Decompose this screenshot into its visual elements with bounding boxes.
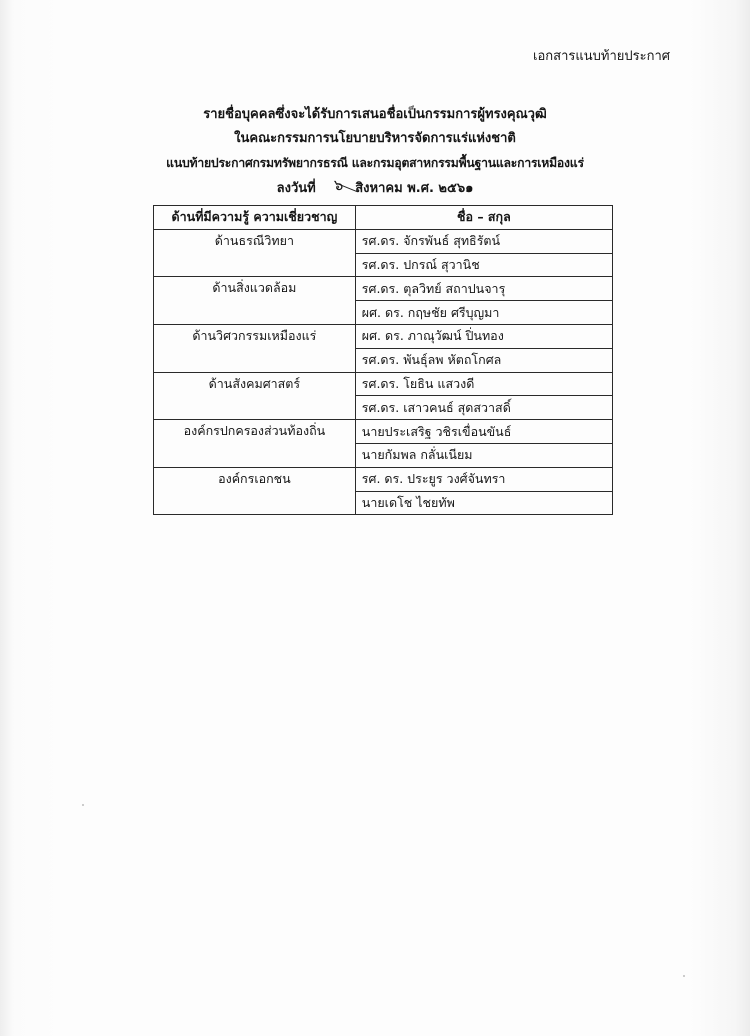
signed-date-line [0,175,750,199]
paper-speck [82,804,84,806]
signed-day-handwritten: ๖ [333,176,344,194]
document-heading [0,103,750,199]
title-line-3: แนบท้ายประกาศกรมทรัพยากรธรณี และกรมอุตสาหกรรมพื้นฐานและการเหมืองแร่ [166,156,584,170]
expertise-area-cell: ด้านสิ่งแวดล้อม [154,277,356,325]
table-row [154,277,613,301]
title-line-2: ในคณะกรรมการนโยบายบริหารจัดการแร่แห่งชาติ [234,131,516,146]
expertise-area-cell: ด้านสังคมศาสตร์ [154,372,356,420]
member-name-cell: รศ.ดร. ปกรณ์ สุวานิช [355,253,612,277]
table-header-row [154,206,613,230]
paper-speck [683,975,685,977]
table-row [154,420,613,444]
member-name-cell: รศ.ดร. โยธิน แสวงดี [355,372,612,396]
expertise-area-cell: องค์กรเอกชน [154,467,356,515]
member-name-cell: ผศ. ดร. กฤษชัย ศรีบุญมา [355,301,612,325]
member-name-cell: นายเดโช ไชยทัพ [355,491,612,515]
expertise-area-cell: ด้านวิศวกรรมเหมืองแร่ [154,324,356,372]
committee-table [153,205,613,515]
table-row [154,372,613,396]
member-name-cell: รศ.ดร. พันธ์ุลพ หัตถโกศล [355,348,612,372]
member-name-cell: รศ.ดร. เสาวคนธ์ สุดสวาสดิ์ [355,396,612,420]
member-name-cell: ผศ. ดร. ภาณุวัฒน์ ปิ่นทอง [355,324,612,348]
expertise-area-cell: องค์กรปกครองส่วนท้องถิ่น [154,420,356,468]
member-name-cell: รศ.ดร. จักรพันธ์ สุทธิรัตน์ [355,229,612,253]
member-name-cell: นายกัมพล กลั่นเนียม [355,443,612,467]
signed-month-year: สิงหาคม พ.ศ. ๒๕๖๑ [355,181,474,196]
attachment-label: เอกสารแนบท้ายประกาศ [533,49,670,64]
table-row [154,229,613,253]
expertise-area-cell: ด้านธรณีวิทยา [154,229,356,277]
title-line-1: รายชื่อบุคคลซึ่งจะได้รับการเสนอชื่อเป็นกรรมการผู้ทรงคุณวุฒิ [203,107,547,122]
member-name-cell: รศ. ดร. ประยูร วงศ์จันทรา [355,467,612,491]
column-header-expertise: ด้านที่มีความรู้ ความเชี่ยวชาญ [154,206,356,230]
member-name-cell: รศ.ดร. ตุลวิทย์ สถาปนจารุ [355,277,612,301]
column-header-name: ชื่อ – สกุล [355,206,612,230]
signed-date-prefix: ลงวันที่ [276,181,316,196]
table-row [154,324,613,348]
table-row [154,467,613,491]
member-name-cell: นายประเสริฐ วชิรเขื่อนขันธ์ [355,420,612,444]
